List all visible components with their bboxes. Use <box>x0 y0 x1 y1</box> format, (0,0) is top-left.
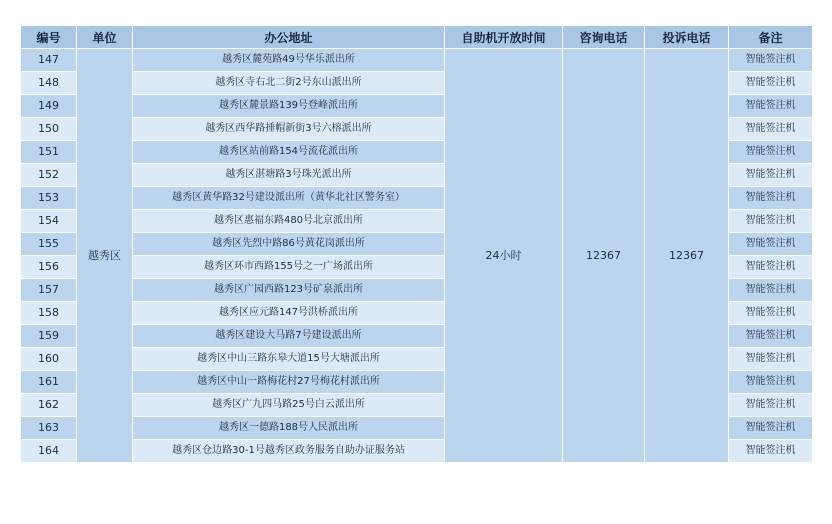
address-cell: 越秀区麓苑路49号华乐派出所 <box>133 49 445 72</box>
row-number: 150 <box>21 118 77 141</box>
row-number: 147 <box>21 49 77 72</box>
note-cell: 智能签注机 <box>729 302 813 325</box>
address-cell: 越秀区环市西路155号之一广场派出所 <box>133 256 445 279</box>
address-cell: 越秀区一德路188号人民派出所 <box>133 417 445 440</box>
table-container <box>20 25 813 463</box>
row-number: 156 <box>21 256 77 279</box>
row-number: 159 <box>21 325 77 348</box>
note-cell: 智能签注机 <box>729 279 813 302</box>
row-number: 154 <box>21 210 77 233</box>
row-number: 149 <box>21 95 77 118</box>
note-cell: 智能签注机 <box>729 118 813 141</box>
note-cell: 智能签注机 <box>729 95 813 118</box>
complaint-phone-cell: 12367 <box>645 49 729 463</box>
note-cell: 智能签注机 <box>729 72 813 95</box>
row-number: 151 <box>21 141 77 164</box>
row-number: 163 <box>21 417 77 440</box>
header-unit: 单位 <box>77 26 133 49</box>
note-cell: 智能签注机 <box>729 210 813 233</box>
address-cell: 越秀区广九四马路25号白云派出所 <box>133 394 445 417</box>
note-cell: 智能签注机 <box>729 394 813 417</box>
header-open-time: 自助机开放时间 <box>445 26 563 49</box>
address-cell: 越秀区站前路154号流花派出所 <box>133 141 445 164</box>
header-complaint-phone: 投诉电话 <box>645 26 729 49</box>
row-number: 164 <box>21 440 77 463</box>
address-cell: 越秀区建设大马路7号建设派出所 <box>133 325 445 348</box>
note-cell: 智能签注机 <box>729 417 813 440</box>
address-cell: 越秀区先烈中路86号黄花岗派出所 <box>133 233 445 256</box>
service-table <box>20 25 813 463</box>
header-number: 编号 <box>21 26 77 49</box>
note-cell: 智能签注机 <box>729 187 813 210</box>
header-consult-phone: 咨询电话 <box>563 26 645 49</box>
row-number: 152 <box>21 164 77 187</box>
note-cell: 智能签注机 <box>729 49 813 72</box>
address-cell: 越秀区中山一路梅花村27号梅花村派出所 <box>133 371 445 394</box>
note-cell: 智能签注机 <box>729 164 813 187</box>
row-number: 148 <box>21 72 77 95</box>
note-cell: 智能签注机 <box>729 440 813 463</box>
note-cell: 智能签注机 <box>729 256 813 279</box>
open-time-cell: 24小时 <box>445 49 563 463</box>
header-note: 备注 <box>729 26 813 49</box>
address-cell: 越秀区黄华路32号建设派出所（黄华北社区警务室） <box>133 187 445 210</box>
address-cell: 越秀区湛塘路3号珠光派出所 <box>133 164 445 187</box>
row-number: 155 <box>21 233 77 256</box>
row-number: 161 <box>21 371 77 394</box>
row-number: 160 <box>21 348 77 371</box>
row-number: 162 <box>21 394 77 417</box>
address-cell: 越秀区麓景路139号登峰派出所 <box>133 95 445 118</box>
header-address: 办公地址 <box>133 26 445 49</box>
note-cell: 智能签注机 <box>729 141 813 164</box>
unit-cell: 越秀区 <box>77 49 133 463</box>
row-number: 157 <box>21 279 77 302</box>
note-cell: 智能签注机 <box>729 371 813 394</box>
address-cell: 越秀区中山三路东皋大道15号大塘派出所 <box>133 348 445 371</box>
row-number: 158 <box>21 302 77 325</box>
table-body <box>21 49 813 463</box>
address-cell: 越秀区寺右北二街2号东山派出所 <box>133 72 445 95</box>
note-cell: 智能签注机 <box>729 325 813 348</box>
consult-phone-cell: 12367 <box>563 49 645 463</box>
address-cell: 越秀区惠福东路480号北京派出所 <box>133 210 445 233</box>
table-row <box>21 49 813 72</box>
note-cell: 智能签注机 <box>729 233 813 256</box>
address-cell: 越秀区广园西路123号矿泉派出所 <box>133 279 445 302</box>
address-cell: 越秀区西华路捶帽新街3号六榕派出所 <box>133 118 445 141</box>
header-row <box>21 26 813 49</box>
row-number: 153 <box>21 187 77 210</box>
address-cell: 越秀区应元路147号洪桥派出所 <box>133 302 445 325</box>
address-cell: 越秀区仓边路30-1号越秀区政务服务自助办证服务站 <box>133 440 445 463</box>
note-cell: 智能签注机 <box>729 348 813 371</box>
